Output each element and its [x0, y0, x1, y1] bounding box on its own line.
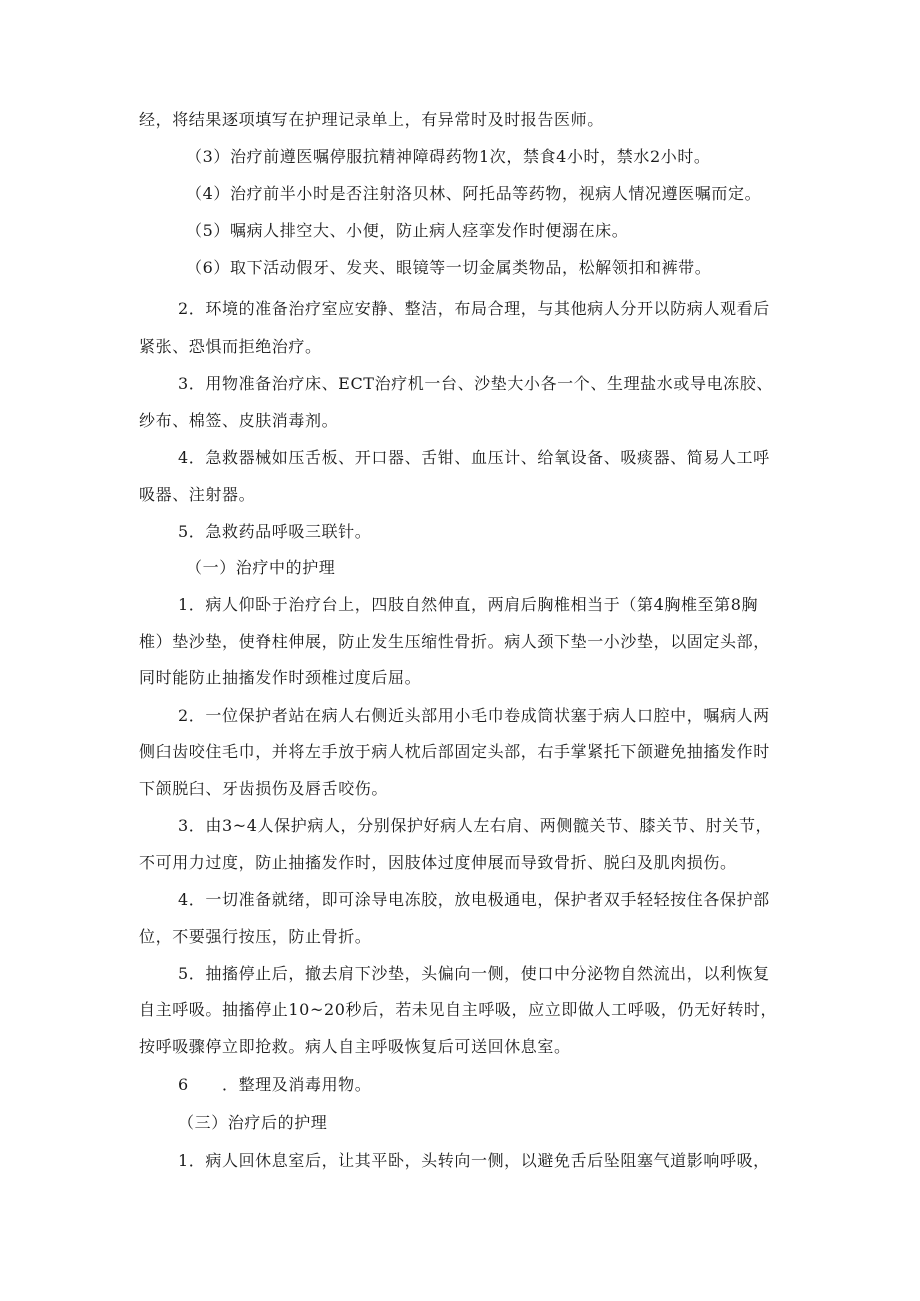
text-line: 按呼吸骤停立即抢救。病人自主呼吸恢复后可送回休息室。 — [139, 1037, 571, 1056]
section-heading: （三）治疗后的护理 — [178, 1113, 328, 1132]
text-line: 5．急救药品呼吸三联针。 — [178, 522, 372, 541]
text-line: 侧臼齿咬住毛巾，并将左手放于病人枕后部固定头部，右手掌紧托下颌避免抽搐发作时 — [139, 742, 770, 761]
text-line: 3．用物准备治疗床、ECT治疗机一台、沙垫大小各一个、生理盐水或导电冻胶、 — [178, 374, 773, 393]
text-line: 4．一切准备就绪，即可涂导电冻胶，放电极通电，保护者双手轻轻按住各保护部 — [178, 890, 770, 909]
text-line: 纱布、棉签、皮肤消毒剂。 — [139, 411, 339, 430]
text-line: 位，不要强行按压，防止骨折。 — [139, 927, 372, 946]
text-line: （4）治疗前半小时是否注射洛贝林、阿托品等药物，视病人情况遵医嘱而定。 — [186, 184, 762, 203]
text-line: 2．环境的准备治疗室应安静、整洁，布局合理，与其他病人分开以防病人观看后 — [178, 299, 770, 318]
text-line: 经，将结果逐项填写在护理记录单上，有异常时及时报告医师。 — [139, 110, 604, 129]
text-line: 6 ．整理及消毒用物。 — [178, 1075, 372, 1094]
text-line: 同时能防止抽搐发作时颈椎过度后屈。 — [139, 668, 422, 687]
text-line: 不可用力过度，防止抽搐发作时，因肢体过度伸展而导致骨折、脱臼及肌肉损伤。 — [139, 853, 737, 872]
section-heading: （一）治疗中的护理 — [186, 558, 336, 577]
text-line: （5）嘱病人排空大、小便，防止病人痉挛发作时便溺在床。 — [186, 221, 629, 240]
text-line: （6）取下活动假牙、发夹、眼镜等一切金属类物品，松解领扣和裤带。 — [186, 258, 712, 277]
text-line: 1．病人回休息室后，让其平卧，头转向一侧，以避免舌后坠阻塞气道影响呼吸， — [178, 1151, 770, 1170]
text-line: 自主呼吸。抽搐停止10~20秒后，若未见自主呼吸，应立即做人工呼吸，仍无好转时， — [139, 1000, 778, 1019]
text-line: 吸器、注射器。 — [139, 485, 256, 504]
text-line: 椎）垫沙垫，使脊柱伸展，防止发生压缩性骨折。病人颈下垫一小沙垫，以固定头部， — [139, 632, 770, 651]
text-line: 5．抽搐停止后，撤去肩下沙垫，头偏向一侧，使口中分泌物自然流出，以利恢复 — [178, 964, 770, 983]
text-line: （3）治疗前遵医嘱停服抗精神障碍药物1次，禁食4小时，禁水2小时。 — [186, 147, 711, 166]
text-line: 4．急救器械如压舌板、开口器、舌钳、血压计、给氧设备、吸痰器、简易人工呼 — [178, 448, 770, 467]
text-line: 1．病人仰卧于治疗台上，四肢自然伸直，两肩后胸椎相当于（第4胸椎至第8胸 — [178, 595, 759, 614]
text-line: 下颌脱臼、牙齿损伤及唇舌咬伤。 — [139, 779, 389, 798]
text-line: 紧张、恐惧而拒绝治疗。 — [139, 337, 322, 356]
text-line: 3．由3~4人保护病人，分别保护好病人左右肩、两侧髋关节、膝关节、肘关节， — [178, 816, 773, 835]
text-line: 2．一位保护者站在病人右侧近头部用小毛巾卷成筒状塞于病人口腔中，嘱病人两 — [178, 706, 770, 725]
